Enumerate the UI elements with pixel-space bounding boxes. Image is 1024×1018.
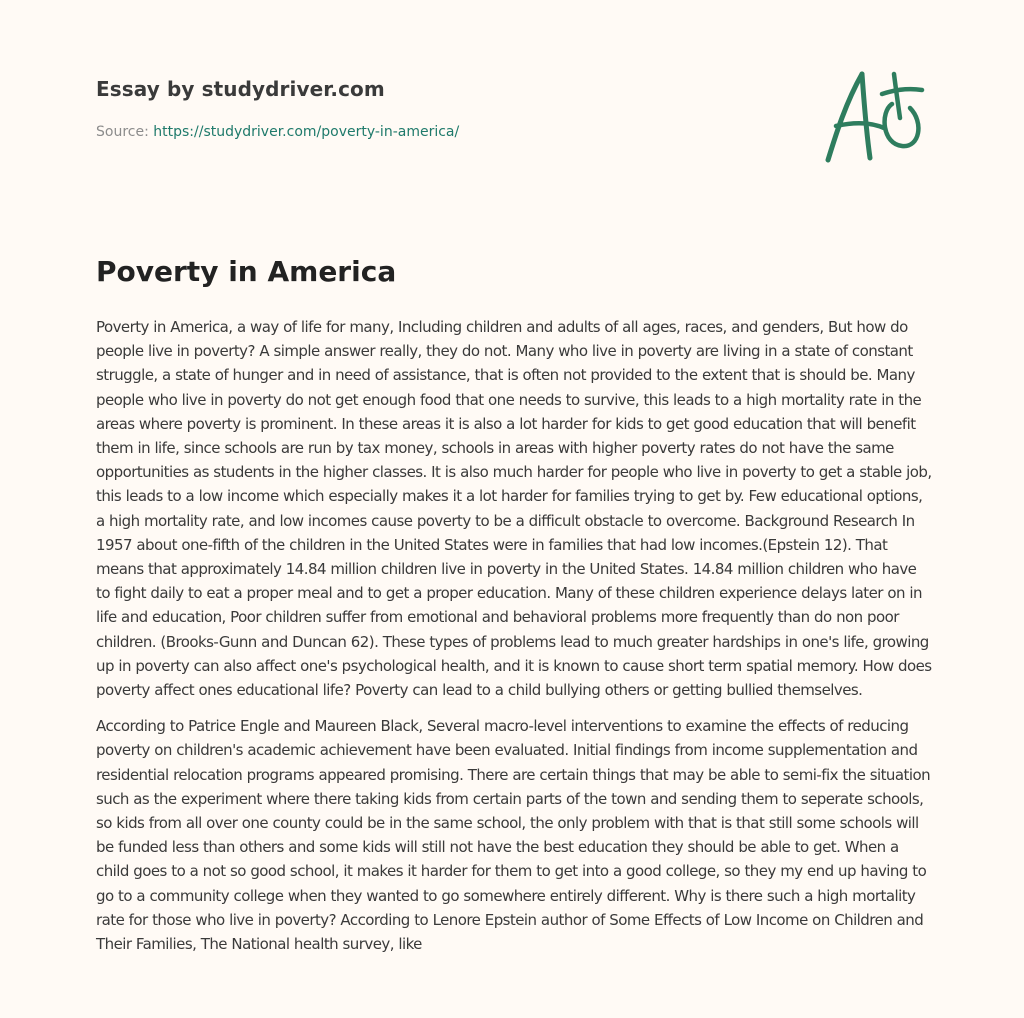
source-line — [96, 124, 459, 140]
essay-paragraph: According to Patrice Engle and Maureen Black, Several macro-level interventions to examine the effects of reducing poverty on children's academic achievement have been evaluated. Initial findings from income supplementation and residential relocation programs appeared promising. There are certain things that may be able to semi-fix the situation such as the experiment where there taking kids from certain parts of the town and sending them to seperate schools, so kids from all over one county could be in the same school, the only problem with that is that still some schools will be funded less than others and some kids will still not have the best education they should be able to get. When a child goes to a not so good school, it makes it harder for them to get into a good college, so they my end up having to go to a community college when they wanted to go somewhere entirely different. Why is there such a high mortality rate for those who live in poverty? According to Lenore Epstein author of Some Effects of Low Income on Children and Their Families, The National health survey, like — [96, 717, 931, 954]
a-plus-grade-icon — [822, 68, 926, 164]
site-brand: Essay by studydriver.com — [96, 77, 385, 101]
essay-paragraph: Poverty in America, a way of life for many, Including children and adults of all ages, races, and genders, But how do people live in poverty? A simple answer really, they do not. Many who live in poverty are living in a state of constant struggle, a state of hunger and in need of assistance, that is often not provided to the extent that is should be. Many people who live in poverty do not get enough food that one needs to survive, this leads to a high mortality rate in the areas where poverty is prominent. In these areas it is also a lot harder for kids to get good education that will benefit them in life, since schools are run by tax money, schools in areas with higher poverty rates do not have the same opportunities as students in the higher classes. It is also much harder for people who live in poverty to get a stable job, this leads to a low income which especially makes it a lot harder for families trying to get by. Few educational options, a high mortality rate, and low incomes cause poverty to be a difficult obstacle to overcome. Background Research In 1957 about one-fifth of the children in the United States were in families that had low incomes.(Epstein 12). That means that approximately 14.84 million children live in poverty in the United States. 14.84 million children who have to fight daily to eat a proper meal and to get a proper education. Many of these children experience delays later on in life and education, Poor children suffer from emotional and behavioral problems more frequently than do non poor children. (Brooks-Gunn and Duncan 62). These types of problems lead to much greater hardships in one's life, growing up in poverty can also affect one's psychological health, and it is known to cause short term spatial memory. How does poverty affect ones educational life? Poverty can lead to a child bullying others or getting bullied themselves. — [96, 318, 932, 700]
source-label: Source: — [96, 124, 154, 140]
source-link[interactable]: https://studydriver.com/poverty-in-america/ — [153, 124, 460, 140]
page-title: Poverty in America — [96, 255, 397, 288]
essay-body — [96, 315, 932, 968]
